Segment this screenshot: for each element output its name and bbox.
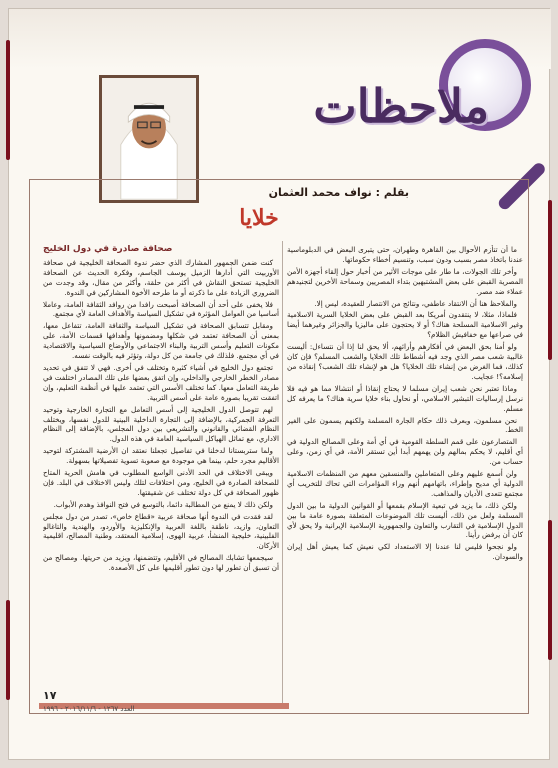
issue-info: العدد ١٢٦٧ - ٢٠١٦/١١/٦ - ١٩٩٦	[43, 705, 135, 713]
scratch-mark	[548, 200, 552, 360]
paragraph: ولكن ذلك، ما يزيد في تبعية الإسلام بقمعها أو القوانين الدولية ما بين الدول المسلمة ولعل من ذلك، أليست تلك الموضوعات المتعلقة بصورة عامة ما بين الدول الإسلامية في التقارب والتعاون والجمهورية الإسلامية الإيرانية ولا يحق لأي كان أن يرفض رأينا.	[287, 500, 523, 540]
paragraph: ولو نجحوا فليس لنا عندنا إلا الاستعداد لكي نعيش كما يعيش أهل إيران والسودان.	[287, 542, 523, 562]
left-column-subheading: صحافة صادرة في دول الخليج	[43, 245, 173, 254]
paragraph: تجتمع دول الخليج في أشياء كثيرة وتختلف في أخرى. فهي لا تتفق في تحديد مصادر الخطر الخارجي والداخلي، وإن اتفق بعضها على تلك المصادر اختلفت في طريقة التعامل معها. كما تختلف الأسس التي تعتمد عليها في أنظمة التعليم، وإن اتفقت تقريبا بصورة عامة على أسس التربية.	[43, 362, 279, 402]
paragraph: ما أن تتأزم الأحوال بين القاهرة وطهران، حتى يتبرى البعض في الدبلوماسية عندنا باتخاذ مصر بسبب ودون سبب، وتنسيم أخطاء حكوماتها.	[287, 245, 523, 264]
paragraph: ولكن ذلك لا يمنع من المطالبة دائما، بالتوسع في فتح النوافذ وهدم الأبواب.	[53, 499, 273, 509]
article-right-column	[287, 245, 523, 705]
column-divider	[282, 241, 283, 707]
paragraph: والملاحظ هنا أن الانتقاد عاطفي، ونتائج من الانتصار للعقيدة، ليس إلا.	[314, 298, 517, 308]
paragraph: ولن أسمع عليهم وعلى المتعاملين والمنسقين معهم من المنظمات الاسلامية الدولية أي مديح وإطراء، باتهامهم أنهم وراء المؤامرات التي تحاك للتخريب أي مجتمع تتعدى الأديان والمذاهب.	[287, 469, 523, 498]
author-byline: بقلم : نواف محمد العثمان	[268, 186, 409, 199]
article-left-column	[43, 245, 279, 705]
paragraph: ولما ستربستانا لدخلنا في تفاصيل تجعلنا نعتقد ان الأرضية المشتركة لتوحيد الأقاليم مجرد حلم، بينما هي موجودة مع صعوبة تسوية تفصيلاتها بسهولة.	[43, 446, 279, 466]
paragraph: ومقابل تتسابق الصحافة في تشكيل السياسة والثقافة العامة، تتفاعل معها، بمعنى أن الصحافة تعتمد في شكلها ومضمونها وأهدافها قسمات الأمة، على مكونات التعليم وأسس التربية والبناء الاجتماعي والأوضاع السياسية والاقتصادية في أي مجتمع. فلذلك في جامعة من كل دولة، وتؤثر فيه بالوقت نفسه.	[43, 321, 279, 361]
paragraph: وماذا تعتبر نحن شعب إيران مسلما لا يحتاج إنقاذا أو انتشالا مما هو فيه فلا نرسل إرساليات التبشير الاسلامي، أو نحاول بناء خلايا سرية هناك؟ ما يعرفه كل مسلم.	[287, 383, 523, 413]
magazine-page	[8, 8, 550, 760]
paragraph: لقد فقدت في الندوة أنها صحافة عربية «قطاع خاص»، تصدر من دول مجلس التعاون، وازيد، ناطقة باللغة العربية والإنكليزية والأوردو، والهندية والتاغالو الفلبينية، خليجية المنشأ، عربية الهوى، إسلامية المعتقد، وطنية المصالح، اقليمية الأركان.	[43, 511, 279, 551]
paragraph: فلماذا، مثلا، لا ينتقدون أمريكا بعد القبض على بعض الخلايا السرية الاسلامية وغير الاسلامية المسلحة هناك؟ أو لا يحتجون على ماليزيا والجزائر وغيرهما أيضا في صراعها مع خفافيش الظلام؟	[287, 310, 523, 340]
paragraph: سيجمعها تشابك المصالح في الأقليم، وتتضمنها، ويزيد من حريتها. ومصالح من أن تسبق أن تطور لها دون تطور أقليمها على كل الأصعدة.	[43, 553, 279, 573]
article-title: خلايا	[239, 205, 279, 231]
scratch-mark	[6, 600, 10, 700]
paragraph: المتصارعون على قمم السلطة القومية في أي أمة وعلى المصالح الدولية في أي أقليم، لا يحكم بمالهم ولن يهمهم أبدا أين تستقر الأمة، في أي زمن، وعلى حساب من.	[287, 437, 523, 467]
paragraph: ولو أمنا بحق البعض في أفكارهم وأرائهم، ألا يحق لنا إذا أن نتساءل: أليست غالبية شعب مصر الذي وجد فيه أشطاط تلك الخلايا والشعب المسلم؟ فإن كان كذلك، فما الغرض من إنشاء تلك الخلايا؟ هل هو لإنشاء تلك الشعب؟ إنقاذه من إسلامه؟! عجايب.	[287, 342, 523, 381]
section-title: ملاحظات	[313, 79, 489, 133]
paragraph: كنت ضمن الجمهور المشارك الذي حضر ندوة الصحافة الخليجية في صحافة الأوربيت التي أدارها الزميل يوسف الجاسم، وفكرة الحديث عن الصحافة الخليجية تستحق النقاش في أكثر من حلقة، وأكثر من مقال، وقد وجدت من الضروري الزيادة على ما ذكرته أو ما طرحه الأخوة المشاركين في الندوة.	[43, 257, 279, 297]
scratch-mark	[548, 520, 552, 660]
paragraph: لهم تتوصل الدول الخليجية إلى أسس التعامل مع التجارة الخارجية وتوحيد التعرفة الجمركية، بالإضافة إلى التجارة الداخلية البينية للدول نفسها، ويختلف النظام القضائي والقانوني والتشريعي بين دول المجلس، بالإضافة إلى النظام الاداري، مع تماثل الهياكل السياسية العامة في هذه الدول.	[43, 404, 279, 444]
paragraph: وأخر تلك الجولات، ما طار على موجات الأثير من أخبار حول إلقاء أجهزة الأمن المصرية القبض على بعض المشتبهين بتداء المصريين وسماحة الأخرين لتجنيدهم عملاء ضد مصر.	[287, 266, 523, 296]
paragraph: فلا يخفى على أحد أن الصحافة أصبحت رافدا من روافد الثقافة العامة، وعاملا أساسيا من العوامل المؤثرة في تشكيل السياسة والأهداف العامة لأي مجتمع.	[43, 299, 279, 319]
paragraph: نحن مسلمون، وبعرف ذلك حكام الجارة المسلمة ولكنهم يسمون على الغير الخط.	[287, 415, 523, 435]
paragraph: ويبقى الاختلاف في الحد الأدنى الواسع المطلوب في هامش الحرية المتاح للصحافة الصادرة في الخليج، ومن اختلافات لتلك وليس الاختلاف في البلد. فإن ظهور الصحافة في كل دولة تختلف عن شقيقتها.	[43, 468, 279, 497]
page-number: ١٧	[43, 689, 57, 702]
scratch-mark	[6, 40, 10, 160]
